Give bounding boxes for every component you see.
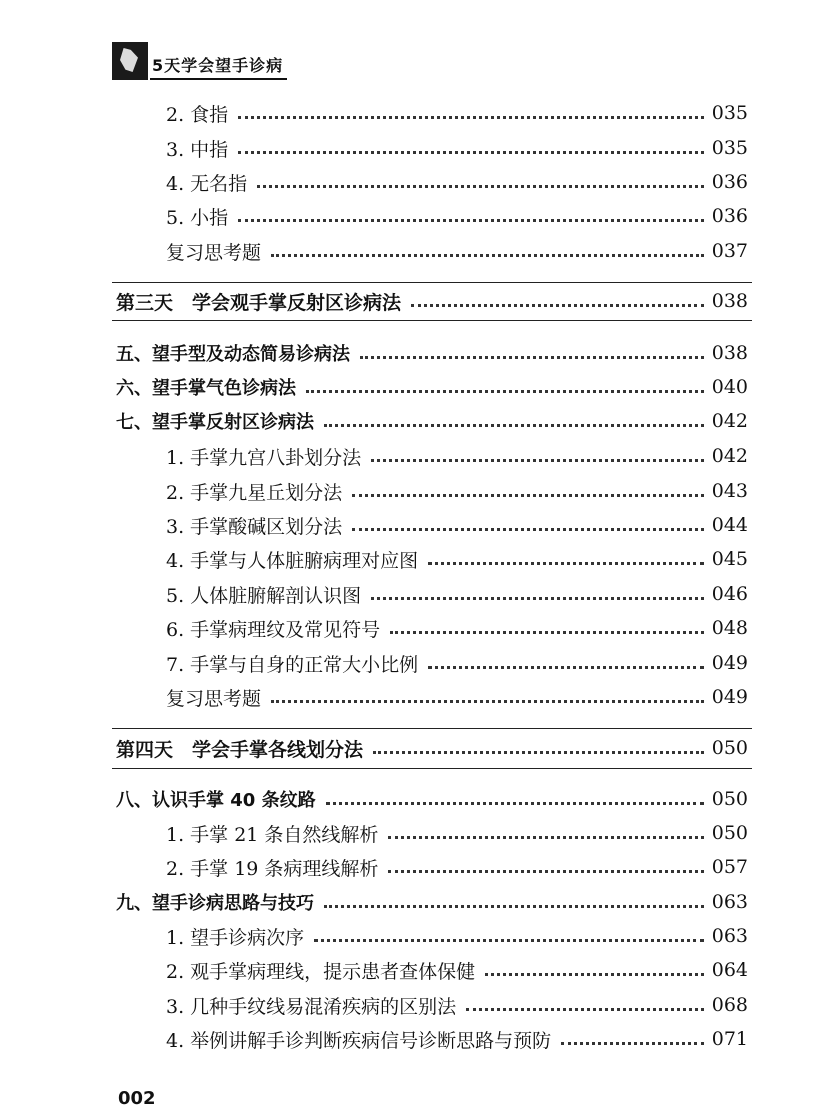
toc-section — [116, 372, 748, 402]
toc-entry-title: 3. 几种手纹线易混淆疾病的区别法 — [166, 995, 457, 1018]
leader-dots — [324, 424, 704, 427]
toc-entry-page: 043 — [711, 480, 748, 502]
toc-entry-title: 3. 手掌酸碱区划分法 — [166, 515, 343, 538]
toc-section — [116, 887, 748, 917]
toc-entry-page: 063 — [711, 925, 748, 947]
leader-dots — [306, 390, 704, 393]
toc-section — [116, 784, 748, 814]
toc-entry-title: 7. 手掌与自身的正常大小比例 — [166, 653, 419, 676]
toc-entry-page: 050 — [711, 822, 748, 844]
toc-entry-page: 036 — [711, 171, 748, 193]
leader-dots — [360, 356, 704, 359]
toc-entry-page: 048 — [711, 617, 748, 639]
leader-dots — [388, 870, 703, 873]
book-logo-icon — [112, 42, 148, 80]
toc-entry-title: 5. 小指 — [166, 206, 229, 229]
toc-entry — [166, 236, 748, 266]
leader-dots — [326, 802, 704, 805]
toc-entry — [166, 579, 748, 609]
toc-entry — [166, 852, 748, 882]
toc-entry-title: 4. 举例讲解手诊判断疾病信号诊断思路与预防 — [166, 1029, 552, 1052]
toc-entry-title: 3. 中指 — [166, 138, 229, 161]
section-divider — [112, 728, 752, 729]
toc-entry-page: 046 — [711, 583, 748, 605]
toc-entry-page: 036 — [711, 205, 748, 227]
toc-entry — [166, 818, 748, 848]
leader-dots — [238, 116, 704, 119]
toc-entry — [166, 990, 748, 1020]
toc-entry-title: 第三天 学会观手掌反射区诊病法 — [116, 291, 402, 314]
toc-entry — [166, 441, 748, 471]
toc-entry-page: 064 — [711, 959, 748, 981]
toc-entry-page: 071 — [711, 1028, 748, 1050]
toc-entry-page: 044 — [711, 514, 748, 536]
toc-entry — [166, 955, 748, 985]
leader-dots — [485, 973, 704, 976]
leader-dots — [561, 1042, 704, 1045]
toc-entry-title: 2. 手掌 19 条病理线解析 — [166, 857, 379, 880]
section-divider — [112, 768, 752, 769]
leader-dots — [238, 151, 704, 154]
book-title: 5天学会望手诊病 — [150, 53, 287, 80]
leader-dots — [271, 700, 704, 703]
toc-entry — [166, 476, 748, 506]
toc-entry-title: 6. 手掌病理纹及常见符号 — [166, 618, 381, 641]
toc-entry — [166, 98, 748, 128]
toc-entry-page: 050 — [711, 737, 748, 759]
toc-section — [116, 338, 748, 368]
toc-entry-page: 038 — [711, 290, 748, 312]
toc-entry — [166, 167, 748, 197]
toc-entry-title: 2. 观手掌病理线，提示患者查体保健 — [166, 960, 476, 983]
toc-entry — [166, 613, 748, 643]
toc-entry-page: 049 — [711, 652, 748, 674]
toc-entry-title: 六、望手掌气色诊病法 — [116, 378, 296, 399]
toc-entry-page: 050 — [711, 788, 748, 810]
toc-entry-page: 063 — [711, 891, 748, 913]
leader-dots — [390, 631, 704, 634]
section-divider — [112, 282, 752, 283]
leader-dots — [352, 494, 704, 497]
toc-entry-title: 复习思考题 — [166, 241, 262, 264]
toc-entry-title: 复习思考题 — [166, 687, 262, 710]
toc-entry — [166, 682, 748, 712]
toc-entry-title: 第四天 学会手掌各线划分法 — [116, 738, 364, 761]
leader-dots — [371, 597, 704, 600]
toc-entry — [166, 648, 748, 678]
toc-entry-title: 七、望手掌反射区诊病法 — [116, 412, 314, 433]
leader-dots — [371, 459, 704, 462]
toc-entry-page: 040 — [711, 376, 748, 398]
leader-dots — [388, 836, 703, 839]
toc-entry-title: 1. 手掌 21 条自然线解析 — [166, 823, 379, 846]
leader-dots — [428, 562, 704, 565]
leader-dots — [428, 666, 704, 669]
toc-entry-page: 035 — [711, 102, 748, 124]
toc-entry-page: 038 — [711, 342, 748, 364]
toc-entry — [166, 133, 748, 163]
toc-entry-page: 045 — [711, 548, 748, 570]
toc-entry-title: 八、认识手掌 40 条纹路 — [116, 790, 316, 811]
leader-dots — [238, 219, 704, 222]
leader-dots — [352, 528, 704, 531]
toc-entry-title: 4. 手掌与人体脏腑病理对应图 — [166, 549, 419, 572]
toc-entry-page: 037 — [711, 240, 748, 262]
leader-dots — [314, 939, 704, 942]
leader-dots — [373, 751, 704, 754]
page-number: 002 — [118, 1088, 156, 1109]
section-divider — [112, 320, 752, 321]
toc-entry-page: 042 — [711, 410, 748, 432]
toc-section — [116, 406, 748, 436]
leader-dots — [411, 304, 704, 307]
leader-dots — [466, 1008, 704, 1011]
toc-entry — [166, 510, 748, 540]
toc-entry-title: 2. 手掌九星丘划分法 — [166, 481, 343, 504]
toc-entry-title: 2. 食指 — [166, 103, 229, 126]
toc-entry-title: 五、望手型及动态简易诊病法 — [116, 344, 350, 365]
toc-entry-title: 5. 人体脏腑解剖认识图 — [166, 584, 362, 607]
toc-entry — [166, 201, 748, 231]
toc-day-heading — [116, 286, 748, 316]
toc-entry — [166, 1024, 748, 1054]
leader-dots — [257, 185, 704, 188]
toc-entry-title: 1. 手掌九宫八卦划分法 — [166, 446, 362, 469]
toc-entry-title: 九、望手诊病思路与技巧 — [116, 893, 314, 914]
toc-entry-page: 049 — [711, 686, 748, 708]
toc-entry-page: 042 — [711, 445, 748, 467]
toc-entry-page: 057 — [711, 856, 748, 878]
toc-entry — [166, 921, 748, 951]
leader-dots — [324, 905, 704, 908]
toc-entry-page: 035 — [711, 137, 748, 159]
leader-dots — [271, 254, 704, 257]
toc-entry-title: 4. 无名指 — [166, 172, 248, 195]
running-header — [112, 38, 352, 80]
toc-entry-page: 068 — [711, 994, 748, 1016]
toc-entry — [166, 544, 748, 574]
toc-day-heading — [116, 733, 748, 763]
toc-entry-title: 1. 望手诊病次序 — [166, 926, 305, 949]
